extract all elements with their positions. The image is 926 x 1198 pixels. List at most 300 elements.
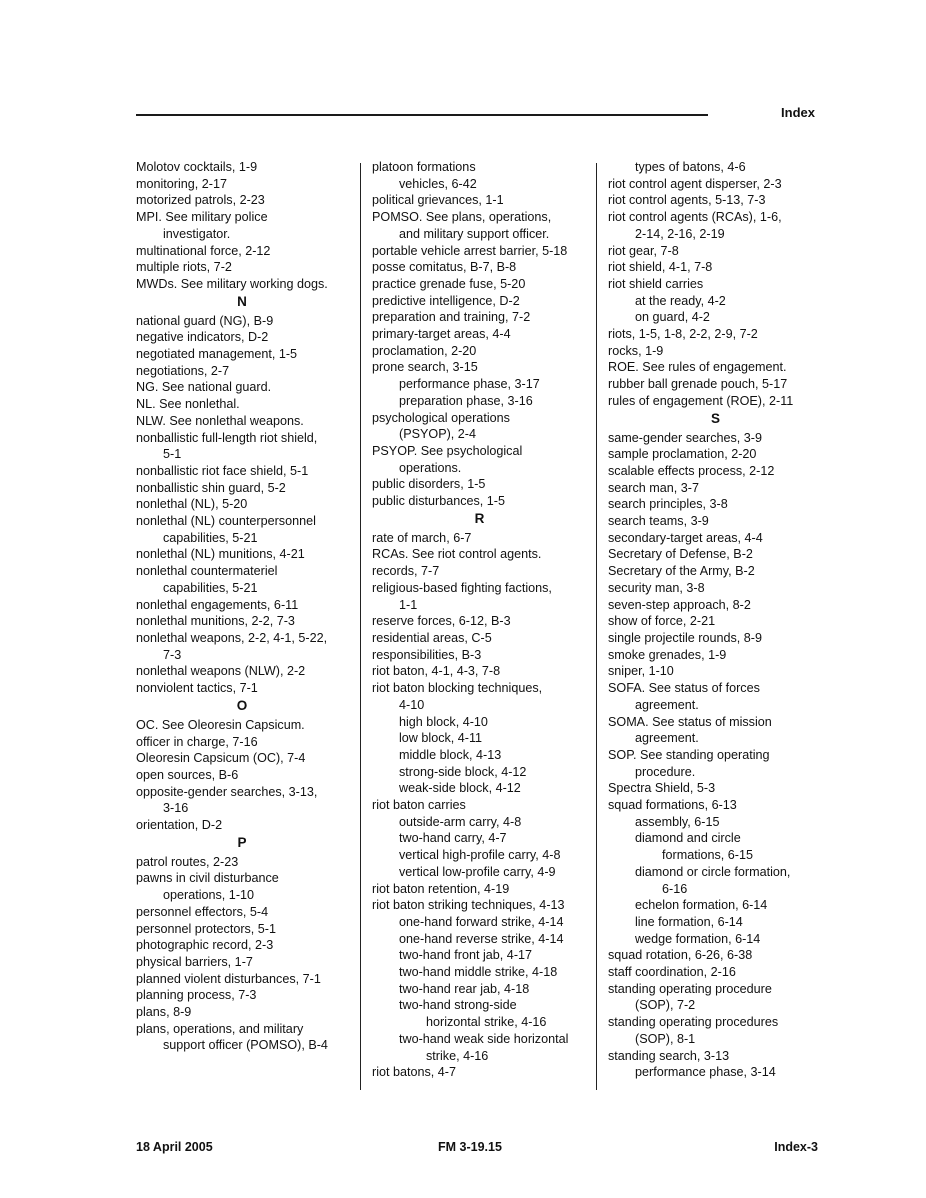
index-entry-line: planned violent disturbances, 7-1 — [136, 971, 321, 986]
index-entry-line: NL. See nonlethal. — [136, 397, 240, 412]
index-entry-line: POMSO. See plans, operations, — [372, 210, 552, 225]
index-entry — [136, 954, 348, 971]
index-entry-line: national guard (NG), B-9 — [136, 313, 274, 328]
index-entry-line: multinational force, 2-12 — [136, 243, 271, 258]
index-entry-line: residential areas, C-5 — [372, 630, 492, 645]
index-entry-line: 3-16 — [163, 801, 189, 816]
index-entry — [608, 243, 823, 260]
index-entry-line: proclamation, 2-20 — [372, 343, 477, 358]
index-entry — [372, 680, 587, 713]
index-entry-line: RCAs. See riot control agents. — [372, 547, 542, 562]
index-entry-line: public disturbances, 1-5 — [372, 494, 506, 509]
index-entry — [136, 784, 348, 817]
index-entry-line: OC. See Oleoresin Capsicum. — [136, 717, 305, 732]
index-subentry — [608, 897, 823, 914]
index-entry — [136, 546, 348, 563]
index-subentry — [372, 714, 587, 731]
index-entry-line: on guard, 4-2 — [635, 310, 710, 325]
index-entry — [136, 480, 348, 497]
index-entry — [136, 613, 348, 630]
index-entry-line: performance phase, 3-14 — [635, 1065, 776, 1080]
footer-manual-number: FM 3-19.15 — [438, 1140, 502, 1154]
index-entry-line: nonlethal weapons, 2-2, 4-1, 5-22, — [136, 630, 328, 645]
index-entry — [136, 663, 348, 680]
index-entry — [136, 767, 348, 784]
index-entry-line: nonlethal (NL) counterpersonnel — [136, 514, 316, 529]
index-entry-line: and military support officer. — [399, 226, 550, 241]
footer-page-number: Index-3 — [774, 1140, 818, 1154]
index-entry — [372, 443, 587, 476]
index-entry-line: diamond and circle — [635, 831, 741, 846]
index-entry-line: predictive intelligence, D-2 — [372, 293, 520, 308]
index-entry-line: NLW. See nonlethal weapons. — [136, 413, 304, 428]
index-entry-line: two-hand weak side horizontal — [399, 1031, 569, 1046]
index-entry-line: performance phase, 3-17 — [399, 377, 540, 392]
index-entry-line: nonviolent tactics, 7-1 — [136, 681, 258, 696]
index-entry — [608, 176, 823, 193]
index-entry — [608, 747, 823, 780]
index-entry-line: multiple riots, 7-2 — [136, 260, 232, 275]
index-entry-line: low block, 4-11 — [399, 731, 483, 746]
index-entry — [372, 630, 587, 647]
index-column-1 — [136, 159, 348, 1054]
index-entry-line: officer in charge, 7-16 — [136, 734, 258, 749]
index-entry — [608, 780, 823, 797]
index-entry-line: vehicles, 6-42 — [399, 176, 477, 191]
index-entry — [136, 563, 348, 596]
index-entry — [136, 630, 348, 663]
index-entry-line: nonballistic riot face shield, 5-1 — [136, 463, 309, 478]
index-entry-line: single projectile rounds, 8-9 — [608, 630, 763, 645]
index-subentry — [608, 931, 823, 948]
index-entry — [136, 363, 348, 380]
index-entry — [608, 613, 823, 630]
index-entry — [372, 663, 587, 680]
index-entry — [372, 209, 587, 242]
index-entry-line: riot baton retention, 4-19 — [372, 881, 510, 896]
index-entry-line: middle block, 4-13 — [399, 747, 502, 762]
index-entry-line: seven-step approach, 8-2 — [608, 597, 751, 612]
index-column-2 — [372, 159, 587, 1081]
index-entry-line: squad rotation, 6-26, 6-38 — [608, 948, 753, 963]
index-entry — [136, 870, 348, 903]
index-entry-line: weak-side block, 4-12 — [399, 781, 521, 796]
index-entry-line: negative indicators, D-2 — [136, 330, 269, 345]
index-letter-heading: S — [710, 410, 720, 426]
index-entry — [372, 192, 587, 209]
index-entry-line: outside-arm carry, 4-8 — [399, 814, 522, 829]
index-entry — [608, 663, 823, 680]
index-entry — [608, 259, 823, 276]
index-entry — [136, 1004, 348, 1021]
index-entry-line: capabilities, 5-21 — [163, 580, 258, 595]
index-entry-line: same-gender searches, 3-9 — [608, 430, 763, 445]
index-entry-line: vertical low-profile carry, 4-9 — [399, 864, 556, 879]
index-entry-line: rubber ball grenade pouch, 5-17 — [608, 377, 788, 392]
index-entry-line: nonballistic shin guard, 5-2 — [136, 480, 286, 495]
index-entry — [372, 359, 587, 376]
index-column-3 — [608, 159, 823, 1081]
index-entry-line: search man, 3-7 — [608, 480, 699, 495]
index-entry-line: portable vehicle arrest barrier, 5-18 — [372, 243, 568, 258]
index-entry-line: two-hand middle strike, 4-18 — [399, 965, 558, 980]
index-entry — [136, 396, 348, 413]
index-letter-heading: O — [236, 697, 248, 713]
index-entry — [372, 897, 587, 914]
index-entry — [372, 1064, 587, 1081]
index-subentry — [372, 747, 587, 764]
index-entry — [136, 513, 348, 546]
index-entry — [608, 496, 823, 513]
index-subentry — [372, 780, 587, 797]
index-entry-line: 6-16 — [662, 881, 688, 896]
index-entry-line: psychological operations — [372, 410, 510, 425]
footer-date: 18 April 2005 — [136, 1140, 213, 1154]
index-subentry — [372, 1031, 587, 1064]
index-entry-line: riots, 1-5, 1-8, 2-2, 2-9, 7-2 — [608, 327, 758, 342]
index-entry-line: nonlethal (NL), 5-20 — [136, 497, 248, 512]
index-entry-line: preparation phase, 3-16 — [399, 393, 533, 408]
index-entry-line: search principles, 3-8 — [608, 497, 728, 512]
index-entry — [136, 987, 348, 1004]
index-entry-line: Molotov cocktails, 1-9 — [136, 160, 258, 174]
index-entry — [608, 276, 823, 293]
index-entry — [372, 410, 587, 443]
index-entry — [136, 971, 348, 988]
index-entry — [372, 159, 587, 176]
index-entry — [608, 630, 823, 647]
index-entry — [608, 393, 823, 410]
index-entry — [136, 904, 348, 921]
index-entry — [608, 797, 823, 814]
index-entry-line: riot control agent disperser, 2-3 — [608, 176, 782, 191]
index-subentry — [608, 830, 823, 863]
index-entry — [136, 597, 348, 614]
index-subentry — [372, 764, 587, 781]
index-entry — [372, 797, 587, 814]
index-entry-line: orientation, D-2 — [136, 818, 223, 833]
index-entry — [136, 159, 348, 176]
index-entry — [608, 446, 823, 463]
index-entry — [136, 463, 348, 480]
index-entry — [608, 359, 823, 376]
index-entry-line: nonlethal engagements, 6-11 — [136, 597, 299, 612]
index-entry — [372, 259, 587, 276]
index-entry-line: one-hand reverse strike, 4-14 — [399, 931, 564, 946]
index-subentry — [372, 730, 587, 747]
index-entry-line: one-hand forward strike, 4-14 — [399, 914, 564, 929]
index-entry-line: riot control agents (RCAs), 1-6, — [608, 210, 782, 225]
index-letter-heading: R — [474, 510, 485, 526]
index-entry-line: riot baton striking techniques, 4-13 — [372, 898, 565, 913]
index-entry-line: plans, operations, and military — [136, 1021, 304, 1036]
index-entry-line: MPI. See military police — [136, 210, 268, 225]
index-entry-line: 1-1 — [399, 597, 418, 612]
index-entry-line: (SOP), 7-2 — [635, 998, 696, 1013]
index-entry-line: primary-target areas, 4-4 — [372, 327, 511, 342]
index-entry-line: 5-1 — [163, 447, 182, 462]
index-entry-line: nonlethal munitions, 2-2, 7-3 — [136, 614, 295, 629]
index-entry-line: riot batons, 4-7 — [372, 1065, 457, 1080]
index-entry-line: rules of engagement (ROE), 2-11 — [608, 393, 794, 408]
index-entry-line: PSYOP. See psychological — [372, 443, 523, 458]
index-entry-line: nonballistic full-length riot shield, — [136, 430, 318, 445]
index-subentry — [608, 1064, 823, 1081]
index-entry-line: SOMA. See status of mission — [608, 714, 772, 729]
index-entry-line: NG. See national guard. — [136, 380, 272, 395]
index-entry-line: nonlethal weapons (NLW), 2-2 — [136, 664, 306, 679]
index-entry — [136, 717, 348, 734]
index-subentry — [608, 293, 823, 310]
index-subentry — [372, 830, 587, 847]
index-entry-line: 2-14, 2-16, 2-19 — [635, 226, 725, 241]
index-entry-line: procedure. — [635, 764, 696, 779]
index-entry-line: planning process, 7-3 — [136, 988, 257, 1003]
index-entry — [136, 680, 348, 697]
index-entry-line: two-hand rear jab, 4-18 — [399, 981, 530, 996]
index-entry-line: nonlethal countermateriel — [136, 564, 278, 579]
index-entry-line: negotiations, 2-7 — [136, 363, 230, 378]
index-entry — [136, 346, 348, 363]
index-entry-line: echelon formation, 6-14 — [635, 898, 768, 913]
index-entry-line: reserve forces, 6-12, B-3 — [372, 614, 511, 629]
index-entry-line: (PSYOP), 2-4 — [399, 427, 476, 442]
index-entry — [136, 921, 348, 938]
index-entry-line: SOP. See standing operating — [608, 747, 770, 762]
index-entry — [136, 329, 348, 346]
index-entry-line: secondary-target areas, 4-4 — [608, 530, 763, 545]
index-entry — [372, 580, 587, 613]
index-entry — [372, 309, 587, 326]
index-entry — [608, 981, 823, 1014]
index-entry — [136, 379, 348, 396]
index-entry-line: negotiated management, 1-5 — [136, 347, 298, 362]
index-entry-line: sample proclamation, 2-20 — [608, 447, 757, 462]
index-entry — [372, 293, 587, 310]
index-entry — [136, 192, 348, 209]
index-entry-line: monitoring, 2-17 — [136, 176, 228, 191]
index-entry — [608, 680, 823, 713]
index-entry-line: ROE. See rules of engagement. — [608, 360, 787, 375]
index-entry-line: high block, 4-10 — [399, 714, 488, 729]
index-entry-line: types of batons, 4-6 — [635, 160, 746, 174]
index-entry — [136, 209, 348, 242]
index-entry — [372, 476, 587, 493]
index-subentry — [608, 814, 823, 831]
index-entry — [608, 563, 823, 580]
index-entry — [372, 243, 587, 260]
index-entry-line: show of force, 2-21 — [608, 614, 716, 629]
index-entry-line: strong-side block, 4-12 — [399, 764, 527, 779]
index-subentry — [608, 914, 823, 931]
index-entry — [372, 647, 587, 664]
index-entry-line: riot shield, 4-1, 7-8 — [608, 260, 713, 275]
index-subentry — [372, 176, 587, 193]
index-entry-line: preparation and training, 7-2 — [372, 310, 531, 325]
index-entry-line: horizontal strike, 4-16 — [426, 1015, 547, 1030]
index-entry-line: at the ready, 4-2 — [635, 293, 726, 308]
index-subentry — [372, 914, 587, 931]
index-entry — [372, 530, 587, 547]
index-entry-line: photographic record, 2-3 — [136, 938, 274, 953]
index-entry-line: riot baton, 4-1, 4-3, 7-8 — [372, 664, 501, 679]
index-entry — [608, 463, 823, 480]
index-entry — [136, 937, 348, 954]
header-rule — [136, 114, 708, 116]
index-entry-line: political grievances, 1-1 — [372, 193, 504, 208]
index-entry-line: practice grenade fuse, 5-20 — [372, 276, 526, 291]
index-entry — [608, 1014, 823, 1047]
page-header-title: Index — [781, 105, 815, 120]
index-entry-line: 4-10 — [399, 697, 425, 712]
index-entry — [136, 430, 348, 463]
index-entry-line: (SOP), 8-1 — [635, 1031, 696, 1046]
index-entry-line: line formation, 6-14 — [635, 914, 743, 929]
index-entry-line: standing operating procedure — [608, 981, 772, 996]
index-entry — [136, 1021, 348, 1054]
index-entry — [136, 259, 348, 276]
index-entry-line: riot baton blocking techniques, — [372, 681, 543, 696]
index-entry-line: sniper, 1-10 — [608, 664, 674, 679]
index-subentry — [608, 309, 823, 326]
index-entry — [136, 276, 348, 293]
index-subentry — [372, 947, 587, 964]
index-entry-line: search teams, 3-9 — [608, 514, 709, 529]
index-entry — [608, 326, 823, 343]
index-entry-line: opposite-gender searches, 3-13, — [136, 784, 318, 799]
index-entry — [608, 376, 823, 393]
index-entry — [372, 563, 587, 580]
index-entry — [608, 343, 823, 360]
index-subentry — [608, 159, 823, 176]
index-entry — [372, 613, 587, 630]
index-entry — [372, 546, 587, 563]
index-entry-line: staff coordination, 2-16 — [608, 965, 736, 980]
index-entry-line: Secretary of Defense, B-2 — [608, 547, 753, 562]
index-subentry — [372, 814, 587, 831]
index-entry — [608, 209, 823, 242]
index-entry-line: open sources, B-6 — [136, 767, 239, 782]
index-entry-line: rate of march, 6-7 — [372, 530, 472, 545]
index-entry-line: records, 7-7 — [372, 564, 440, 579]
index-entry — [372, 881, 587, 898]
index-entry-line: diamond or circle formation, — [635, 864, 791, 879]
index-entry-line: Spectra Shield, 5-3 — [608, 781, 716, 796]
index-entry — [608, 480, 823, 497]
index-entry-line: personnel effectors, 5-4 — [136, 904, 269, 919]
index-entry — [136, 750, 348, 767]
index-entry-line: operations. — [399, 460, 462, 475]
index-entry-line: 7-3 — [163, 647, 182, 662]
column-divider — [360, 163, 361, 1090]
index-entry — [372, 493, 587, 510]
index-entry-line: two-hand strong-side — [399, 998, 517, 1013]
index-entry-line: riot gear, 7-8 — [608, 243, 679, 258]
index-entry-line: smoke grenades, 1-9 — [608, 647, 727, 662]
index-entry — [608, 1048, 823, 1065]
index-entry-line: standing search, 3-13 — [608, 1048, 730, 1063]
index-entry — [136, 313, 348, 330]
index-entry-line: rocks, 1-9 — [608, 343, 664, 358]
index-entry — [608, 513, 823, 530]
index-entry-line: Oleoresin Capsicum (OC), 7-4 — [136, 751, 306, 766]
index-entry-line: Secretary of the Army, B-2 — [608, 564, 755, 579]
index-entry — [136, 413, 348, 430]
index-entry-line: pawns in civil disturbance — [136, 871, 279, 886]
index-entry-line: patrol routes, 2-23 — [136, 854, 239, 869]
index-entry-line: responsibilities, B-3 — [372, 647, 482, 662]
index-entry — [372, 326, 587, 343]
index-entry-line: agreement. — [635, 697, 699, 712]
index-subentry — [372, 964, 587, 981]
index-entry-line: investigator. — [163, 226, 231, 241]
index-entry-line: two-hand carry, 4-7 — [399, 831, 507, 846]
index-entry-line: two-hand front jab, 4-17 — [399, 948, 533, 963]
index-entry-line: platoon formations — [372, 160, 476, 174]
index-subentry — [372, 864, 587, 881]
index-entry-line: personnel protectors, 5-1 — [136, 921, 277, 936]
index-entry-line: physical barriers, 1-7 — [136, 954, 253, 969]
index-entry-line: posse comitatus, B-7, B-8 — [372, 260, 517, 275]
index-entry-line: agreement. — [635, 731, 699, 746]
index-subentry — [608, 864, 823, 897]
index-subentry — [372, 981, 587, 998]
index-entry — [136, 176, 348, 193]
index-entry-line: support officer (POMSO), B-4 — [163, 1038, 328, 1053]
index-letter-heading: N — [237, 293, 247, 309]
index-entry-line: SOFA. See status of forces — [608, 681, 760, 696]
index-entry — [372, 343, 587, 360]
index-entry-line: squad formations, 6-13 — [608, 798, 737, 813]
index-entry-line: prone search, 3-15 — [372, 360, 478, 375]
index-entry-line: riot control agents, 5-13, 7-3 — [608, 193, 766, 208]
index-entry-line: vertical high-profile carry, 4-8 — [399, 848, 561, 863]
index-entry — [136, 496, 348, 513]
index-entry — [136, 854, 348, 871]
index-subentry — [372, 393, 587, 410]
index-entry — [608, 192, 823, 209]
index-subentry — [372, 847, 587, 864]
index-entry-line: assembly, 6-15 — [635, 814, 720, 829]
index-subentry — [372, 997, 587, 1030]
index-entry-line: motorized patrols, 2-23 — [136, 193, 265, 208]
index-entry-line: plans, 8-9 — [136, 1005, 192, 1020]
index-subentry — [372, 376, 587, 393]
index-entry-line: public disorders, 1-5 — [372, 477, 486, 492]
index-entry — [136, 734, 348, 751]
index-subentry — [372, 931, 587, 948]
index-entry-line: standing operating procedures — [608, 1015, 779, 1030]
index-entry — [608, 947, 823, 964]
index-entry-line: scalable effects process, 2-12 — [608, 463, 775, 478]
index-entry-line: security man, 3-8 — [608, 580, 705, 595]
index-entry — [608, 714, 823, 747]
index-entry — [608, 546, 823, 563]
index-entry — [608, 430, 823, 447]
index-entry — [608, 530, 823, 547]
index-entry-line: riot baton carries — [372, 798, 466, 813]
index-entry — [136, 243, 348, 260]
index-entry-line: formations, 6-15 — [662, 848, 753, 863]
index-letter-heading: P — [237, 834, 247, 850]
index-entry-line: operations, 1-10 — [163, 888, 255, 903]
index-entry — [608, 597, 823, 614]
index-entry-line: capabilities, 5-21 — [163, 530, 258, 545]
index-entry-line: religious-based fighting factions, — [372, 580, 552, 595]
index-entry — [372, 276, 587, 293]
index-entry — [608, 964, 823, 981]
index-entry-line: riot shield carries — [608, 276, 704, 291]
